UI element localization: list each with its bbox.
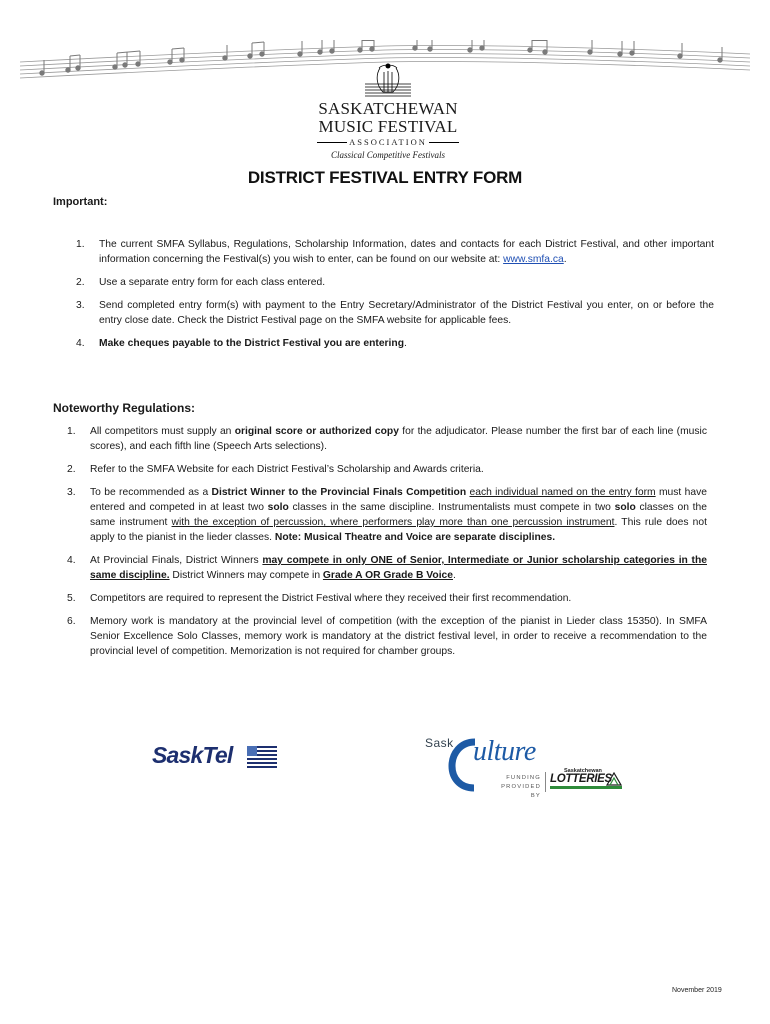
list-item: 3. Send completed entry form(s) with payment to the Entry Secretary/Administrator of the District Festival you enter, on or before the entry close date. Check the District Festival page on the SMFA website for applicable fees. bbox=[76, 300, 714, 326]
funding-provided-by-text: FUNDING PROVIDED BY bbox=[501, 775, 541, 799]
lotteries-mark-icon bbox=[606, 772, 622, 786]
saskculture-logo bbox=[423, 730, 548, 799]
sasktel-stripes-icon bbox=[247, 746, 277, 768]
logo-divider-right bbox=[429, 142, 459, 143]
saskculture-sask-text: Sask bbox=[425, 736, 454, 750]
regulations-heading: Noteworthy Regulations: bbox=[53, 401, 196, 415]
footer-date: November 2019 bbox=[672, 987, 722, 994]
smfa-website-link[interactable]: www.smfa.ca bbox=[503, 254, 564, 265]
sask-lotteries-logo: Saskatchewan LOTTERIES bbox=[550, 768, 626, 790]
logo-association-text: ASSOCIATION bbox=[349, 137, 427, 147]
list-item: 4. At Provincial Finals, District Winners may compete in only ONE of Senior, Intermediate or Junior scholarship categories in the same discipline. District Winners may compete in Grade A OR Grade B Voice. bbox=[67, 555, 707, 581]
saskculture-culture-text: ulture bbox=[473, 736, 536, 767]
form-title: DISTRICT FESTIVAL ENTRY FORM bbox=[247, 168, 523, 187]
sasktel-logo: SaskTel bbox=[152, 742, 233, 768]
important-list bbox=[76, 237, 714, 351]
important-heading: Important: bbox=[53, 196, 108, 208]
sponsor-divider bbox=[545, 772, 546, 792]
regulations-list bbox=[67, 424, 707, 659]
list-item: 4. Make cheques payable to the District Festival you are entering. bbox=[76, 338, 407, 349]
list-item: 3. To be recommended as a District Winner to the Provincial Finals Competition each individual named on the entry form must have entered and competed in at least two solo classes in the same discipline. Instrumentalists must compete in two solo classes on the same instrument with the exception of percussion, where performers play more than one percussion instrument. This rule does not apply to the pianist in the lieder classes. Note: Musical Theatre and Voice are separate disciplines. bbox=[67, 487, 707, 543]
list-item: 5. Competitors are required to represent the District Festival where they received their first recommendation. bbox=[67, 593, 572, 604]
logo-music-festival-text: MUSIC FESTIVAL bbox=[318, 117, 458, 136]
list-item: 2. Refer to the SMFA Website for each District Festival’s Scholarship and Awards criteria. bbox=[67, 464, 484, 475]
logo-saskatchewan-text: SASKATCHEWAN bbox=[318, 99, 458, 118]
list-item: 1. The current SMFA Syllabus, Regulations, Scholarship Information, dates and contacts for each District Festival, and other important information concerning the Festival(s) you wish to enter, can be found on our website at: www.smfa.ca. bbox=[76, 239, 714, 265]
list-item: 2. Use a separate entry form for each class entered. bbox=[76, 277, 326, 288]
lyre-emblem-icon bbox=[365, 62, 411, 100]
list-item: 1. All competitors must supply an original score or authorized copy for the adjudicator. Please number the first bar of each line (music scores), and each fifth line (Speech Arts selections). bbox=[67, 426, 707, 452]
smfa-logo bbox=[313, 62, 463, 162]
logo-tagline: Classical Competitive Festivals bbox=[331, 150, 445, 160]
list-item: 6. Memory work is mandatory at the provincial level of competition (with the exception of the pianist in Lieder class 15350). In SMFA Senior Excellence Solo Classes, memory work is mandatory at the district festival level, in order to receive a recommendation to the provincial level of competition. Memorization is not required for chamber groups. bbox=[67, 616, 707, 657]
